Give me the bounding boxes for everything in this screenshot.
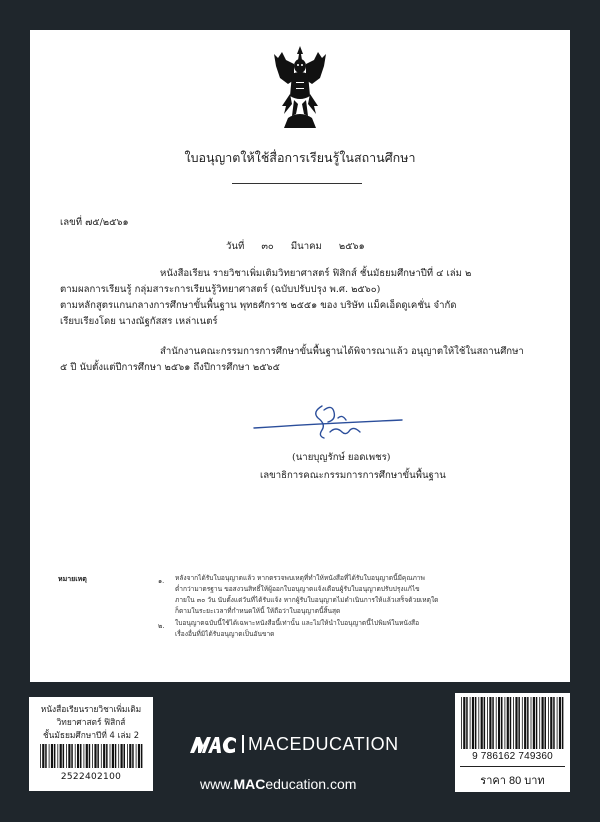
note-number: ๒. <box>158 622 165 630</box>
isbn-label <box>455 693 570 792</box>
garuda-emblem-icon <box>272 44 328 130</box>
body-line: สำนักงานคณะกรรมการการศึกษาขั้นพื้นฐานได้พิจารณาแล้ว อนุญาตให้ใช้ในสถานศึกษา <box>160 346 524 357</box>
mac-logo-icon <box>190 733 238 755</box>
isbn-number: 9 786162 749360 <box>472 751 553 762</box>
license-document <box>30 30 570 682</box>
book-title-line: หนังสือเรียนรายวิชาเพิ่มเติม <box>40 704 142 714</box>
title-underline <box>232 183 362 184</box>
issue-date <box>226 241 379 253</box>
publisher-brand <box>190 733 415 757</box>
note-number: ๑. <box>158 577 165 585</box>
body-line: ๕ ปี นับตั้งแต่ปีการศึกษา ๒๕๖๑ ถึงปีการศึกษา ๒๕๖๕ <box>60 362 280 373</box>
isbn-barcode-icon <box>460 697 565 749</box>
url-brand: MAC <box>233 776 266 792</box>
url-prefix: www. <box>200 776 234 792</box>
signature-icon <box>252 398 412 444</box>
body-line: ตามผลการเรียนรู้ กลุ่มสาระการเรียนรู้วิทยาศาสตร์ (ฉบับปรับปรุง พ.ศ. ๒๕๖๐) <box>60 284 381 295</box>
body-line: เรียบเรียงโดย นางณัฐกัสสร เหล่าเนตร์ <box>60 316 218 327</box>
body-line: ตามหลักสูตรแกนกลางการศึกษาขั้นพื้นฐาน พุทธศักราช ๒๕๕๑ ของ บริษัท แม็คเอ็ดดูเคชั่น จำกัด <box>60 300 457 311</box>
book-id-label <box>29 697 153 791</box>
book-code: 2522402100 <box>60 772 122 782</box>
book-title-line: วิทยาศาสตร์ ฟิสิกส์ <box>56 717 126 727</box>
note-line: ภายใน ๓๐ วัน นับตั้งแต่วันที่ได้รับแจ้ง หากผู้รับใบอนุญาตไม่ดำเนินการให้แล้วเสร็จด้วยเหตุใด <box>175 596 439 604</box>
note-line: ใบอนุญาตฉบับนี้ใช้ได้เฉพาะหนังสือนี้เท่านั้น และไม่ให้นำใบอนุญาตนี้ไปพิมพ์ในหนังสือ <box>175 619 420 627</box>
isbn-divider <box>460 766 565 767</box>
note-line: ต่ำกว่ามาตรฐาน ขอสงวนสิทธิ์ให้ผู้ออกใบอนุญาตแจ้งเตือนผู้รับใบอนุญาตปรับปรุงแก้ไข <box>175 585 420 593</box>
date-label: วันที่ <box>226 241 245 252</box>
publisher-website <box>200 776 356 792</box>
url-suffix: education.com <box>265 776 357 792</box>
price: ราคา 80 บาท <box>480 775 545 787</box>
signer-name: (นายบุญรักษ์ ยอดเพชร) <box>292 452 391 463</box>
note-line: เรื่องอื่นที่มิได้รับอนุญาตเป็นอันขาด <box>175 630 275 638</box>
publisher-name: MACEDUCATION <box>248 734 399 754</box>
signer-title: เลขาธิการคณะกรรมการการศึกษาขั้นพื้นฐาน <box>260 470 446 481</box>
note-line: ก็ตามในระยะเวลาที่กำหนดให้นี้ ให้ถือว่าใบอนุญาตนี้สิ้นสุด <box>175 607 341 615</box>
book-title-line: ชั้นมัธยมศึกษาปีที่ 4 เล่ม 2 <box>42 730 140 740</box>
document-title: ใบอนุญาตให้ใช้สื่อการเรียนรู้ในสถานศึกษา <box>184 150 416 165</box>
date-year: ๒๕๖๑ <box>338 241 365 252</box>
date-month: มีนาคม <box>290 241 322 252</box>
brand-divider <box>242 735 244 753</box>
date-day: ๓๐ <box>261 241 274 252</box>
note-line: หลังจากได้รับใบอนุญาตแล้ว หากตรวจพบเหตุที่ทำให้หนังสือที่ได้รับใบอนุญาตนี้มีคุณภาพ <box>175 574 425 582</box>
reference-number: เลขที่ ๗๕/๒๕๖๑ <box>60 217 129 228</box>
body-line: หนังสือเรียน รายวิชาเพิ่มเติมวิทยาศาสตร์ ฟิสิกส์ ชั้นมัธยมศึกษาปีที่ ๔ เล่ม ๒ <box>160 268 472 279</box>
notes-label: หมายเหตุ <box>58 575 87 583</box>
book-code-barcode-icon <box>39 744 143 768</box>
